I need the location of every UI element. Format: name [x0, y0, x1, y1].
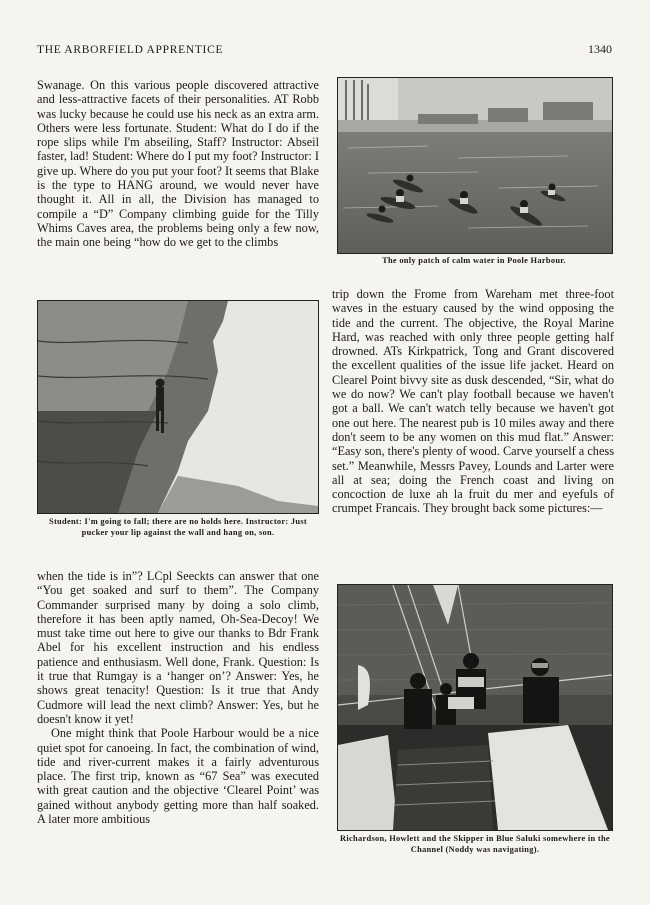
cliff-caption: Student: I'm going to fall; there are no holds here. Instructor: Just pucker your lip against the wall and hang on, son. — [49, 517, 307, 537]
left-column-top-text — [37, 78, 319, 250]
cliff-photo — [37, 300, 319, 514]
yacht-caption: Richardson, Howlett and the Skipper in Blue Saluki somewhere in the Channel (Noddy was navigating). — [340, 834, 610, 854]
page-number: 1340 — [588, 42, 612, 56]
paragraph: when the tide is in”? LCpl Seeckts can answer that one “You get soaked and surf to them”. The Company Commander surprised many by doing a solo climb, therefore it has been aptly named, Oh-Sea-Decoy! We must take time out here to give our thanks to Bdr Frank Abel for his excellent instruction and his endless patience and enthusiasm. Well done, Frank. Question: Is it true that Rumgay is a ‘hanger on’? Answer: Yes, he shows great tenacity! Question: Is it true that Andy Cudmore will lead the next climb? Answer: Yes, but he doesn't know it yet! — [37, 569, 319, 726]
left-column-bottom-text — [37, 569, 319, 826]
yacht-photo — [337, 584, 613, 831]
right-column-text — [332, 287, 614, 516]
canoes-caption: The only patch of calm water in Poole Harbour. — [382, 256, 566, 265]
canoes-photo — [337, 77, 613, 254]
paragraph: trip down the Frome from Wareham met three-foot waves in the estuary caused by the wind opposing the tide and the current. The objective, the Royal Marine Hard, was reached with only three people getting half drowned. ATs Kirkpatrick, Tong and Grant discovered the excellent qualities of the issue life jacket. Heard on Clearel Point bivvy site as dusk descended, “Sir, what do we do now? We can't play football because we haven't got a ball. We can't watch telly because we haven't got one out here. The nearest pub is 10 miles away and there don't seem to be any women on this mud flat.” Answer: “Easy son, there's plenty of wood. Carve yourself a chess set.” Meanwhile, Messrs Pavey, Lounds and Larter were all at sea; doing the French coast and living on concoction de luxe ah la fruit du mer and eyefuls of crumpet Francais. They brought back some pictures:— — [332, 287, 614, 516]
running-title: THE ARBORFIELD APPRENTICE — [37, 44, 224, 56]
paragraph: One might think that Poole Harbour would be a nice quiet spot for canoeing. In fact, the combination of wind, tide and river-current makes it a fairly adventurous place. The first trip, known as “67 Sea” was executed with great caution and the objective ‘Clearel Point’ was gained without anybody getting more than half soaked. A later more ambitious — [37, 726, 319, 827]
paragraph: Swanage. On this various people discovered attractive and less-attractive facets of their personalities. AT Robb was lucky because he could use his neck as an extra arm. Others were less fortunate. Student: What do I do if the rope slips while I'm abseiling, Staff? Instructor: Abseil faster, lad! Student: Where do I put my foot? Instructor: I give up. Where do you put your foot? It seems that Blake is the type to HANG around, we would never have thought it. All in all, the Division has managed to compile a “D” Company climbing guide for the Tilly Whims Caves area, the problems being only a few now, the main one being “how do we get to the climbs — [37, 78, 319, 250]
